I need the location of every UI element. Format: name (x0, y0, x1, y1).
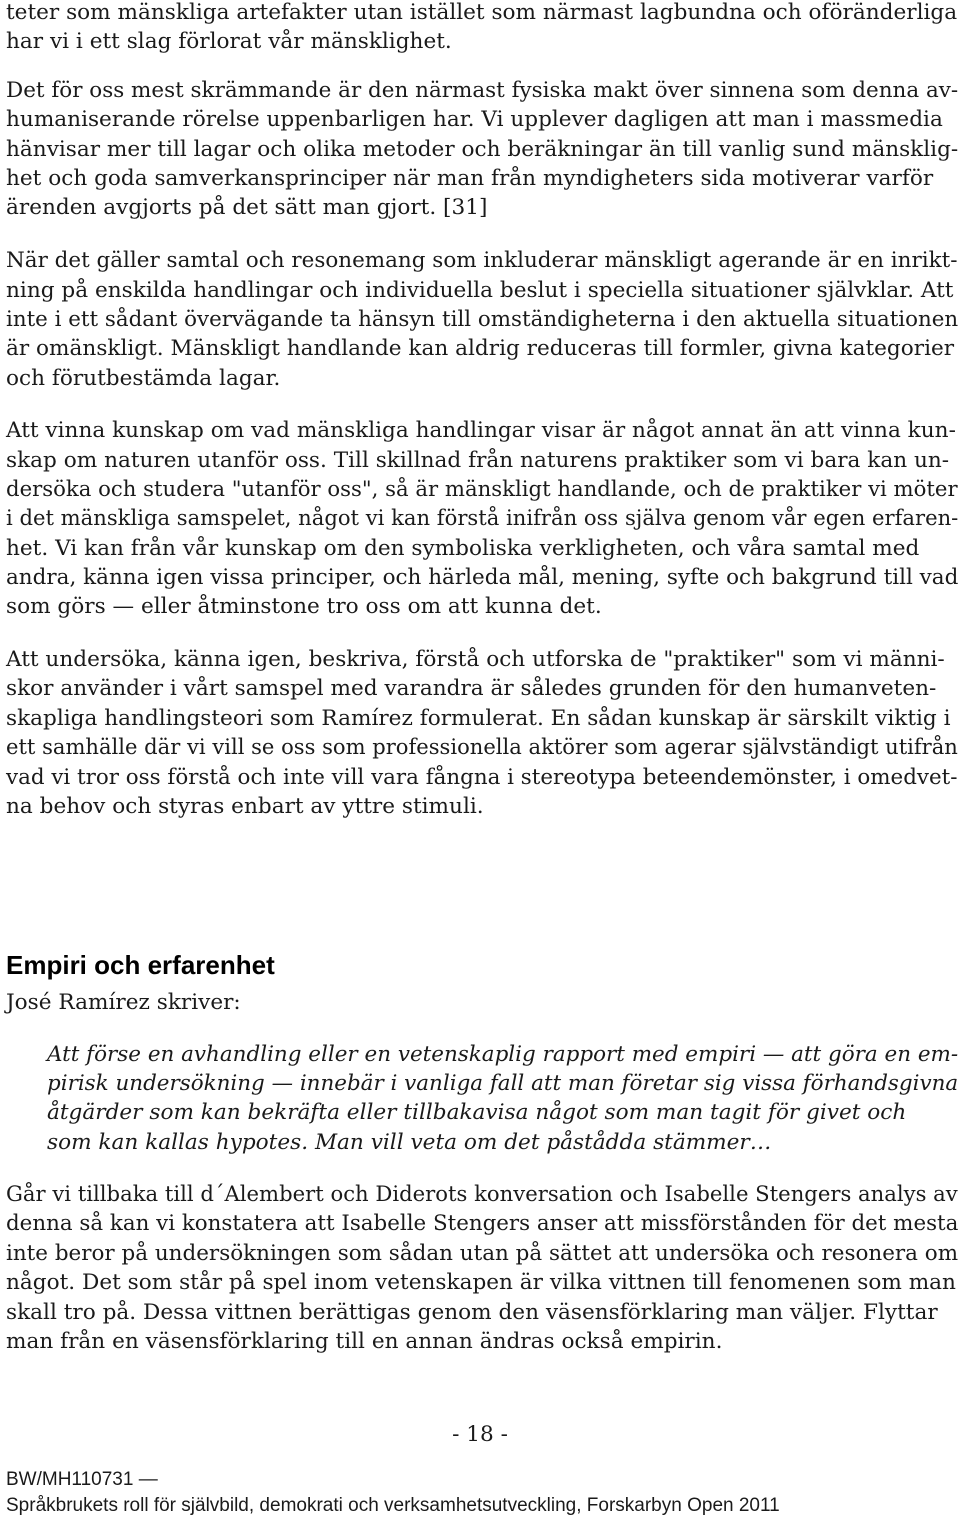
text-line: humaniserande rörelse uppenbarligen har. Vi upplever dagligen att man i massmedia (6, 107, 943, 132)
quote-line: Att förse en avhandling eller en vetenskaplig rapport med empiri — att göra en em- (47, 1042, 959, 1067)
text-line: ärenden avgjorts på det sätt man gjort. [31] (6, 195, 488, 220)
text-line: skall tro på. Dessa vittnen berättigas genom den väsensförklaring man väljer. Flyttar (6, 1300, 938, 1325)
text-line: som görs — eller åtminstone tro oss om att kunna det. (6, 594, 602, 619)
text-line: ett samhälle där vi vill se oss som professionella aktörer som agerar självständigt utifrån (6, 735, 958, 760)
text-line: ning på enskilda handlingar och individuella beslut i speciella situationer självklar. Att (6, 278, 954, 303)
text-line: Att undersöka, känna igen, beskriva, förstå och utforska de "praktiker" som vi männi- (6, 647, 945, 672)
quote-intro: José Ramírez skriver: (6, 990, 241, 1015)
text-line: är omänskligt. Mänskligt handlande kan aldrig reduceras till formler, givna kategorier (6, 336, 955, 361)
section-heading: Empiri och erfarenhet (6, 950, 275, 980)
text-line: har vi i ett slag förlorat vår mänsklighet. (6, 29, 452, 54)
text-line: skor använder i vårt samspel med varandra är således grunden för den humanveten- (6, 676, 937, 701)
text-line: het och goda samverkansprinciper när man från myndigheters sida motiverar varför (6, 166, 934, 191)
page-number: - 18 - (452, 1422, 508, 1447)
text-line: i det mänskliga samspelet, något vi kan förstå inifrån oss själva genom vår egen erfaren- (6, 506, 959, 531)
footer-title: Språkbrukets roll för självbild, demokrati och verksamhetsutveckling, Forskarbyn Open 2011 (6, 1495, 780, 1516)
text-line: man från en väsensförklaring till en annan ändras också empirin. (6, 1329, 723, 1354)
quote-line: åtgärder som kan bekräfta eller tillbakavisa något som man tagit för givet och (47, 1100, 907, 1125)
quote-line: pirisk undersökning — innebär i vanliga fall att man företar sig vissa förhandsgivna (47, 1071, 959, 1096)
text-line: denna så kan vi konstatera att Isabelle Stengers anser att missförstånden för det mesta (6, 1211, 959, 1236)
quote-line: som kan kallas hypotes. Man vill veta om det påstådda stämmer… (47, 1130, 772, 1155)
text-line: teter som mänskliga artefakter utan istället som närmast lagbundna och oföränderliga (6, 0, 958, 25)
text-line: hänvisar mer till lagar och olika metoder och beräkningar än till vanlig sund mänsklig- (6, 137, 959, 162)
text-line: Det för oss mest skrämmande är den närmast fysiska makt över sinnena som denna av- (6, 78, 959, 103)
text-line: andra, känna igen vissa principer, och härleda mål, mening, syfte och bakgrund till vad (6, 565, 959, 590)
text-line: inte beror på undersökningen som sådan utan på sättet att undersöka och resonera om (6, 1241, 959, 1266)
text-line: och förutbestämda lagar. (6, 366, 281, 391)
text-line: skapliga handlingsteori som Ramírez formulerat. En sådan kunskap är särskilt viktig i (6, 706, 951, 731)
text-line: dersöka och studera "utanför oss", så är mänskligt handlande, och de praktiker vi möter (6, 477, 958, 502)
footer-code: BW/MH110731 — (6, 1469, 158, 1490)
text-line: skap om naturen utanför oss. Till skillnad från naturens praktiker som vi bara kan un- (6, 448, 950, 473)
text-line: inte i ett sådant övervägande ta hänsyn till omständigheterna i den aktuella situationen (6, 307, 959, 332)
text-line: na behov och styras enbart av yttre stimuli. (6, 794, 484, 819)
text-line: het. Vi kan från vår kunskap om den symboliska verkligheten, och våra samtal med (6, 536, 920, 561)
text-line: Att vinna kunskap om vad mänskliga handlingar visar är något annat än att vinna kun- (6, 418, 956, 443)
text-line: Går vi tillbaka till d´Alembert och Diderots konversation och Isabelle Stengers analys av (6, 1182, 958, 1207)
text-line: När det gäller samtal och resonemang som inkluderar mänskligt agerande är en inrikt- (6, 248, 958, 273)
text-line: något. Det som står på spel inom vetenskapen är vilka vittnen till fenomenen som man (6, 1270, 956, 1295)
text-line: vad vi tror oss förstå och inte vill vara fångna i stereotypa beteendemönster, i omedvet- (6, 765, 958, 790)
